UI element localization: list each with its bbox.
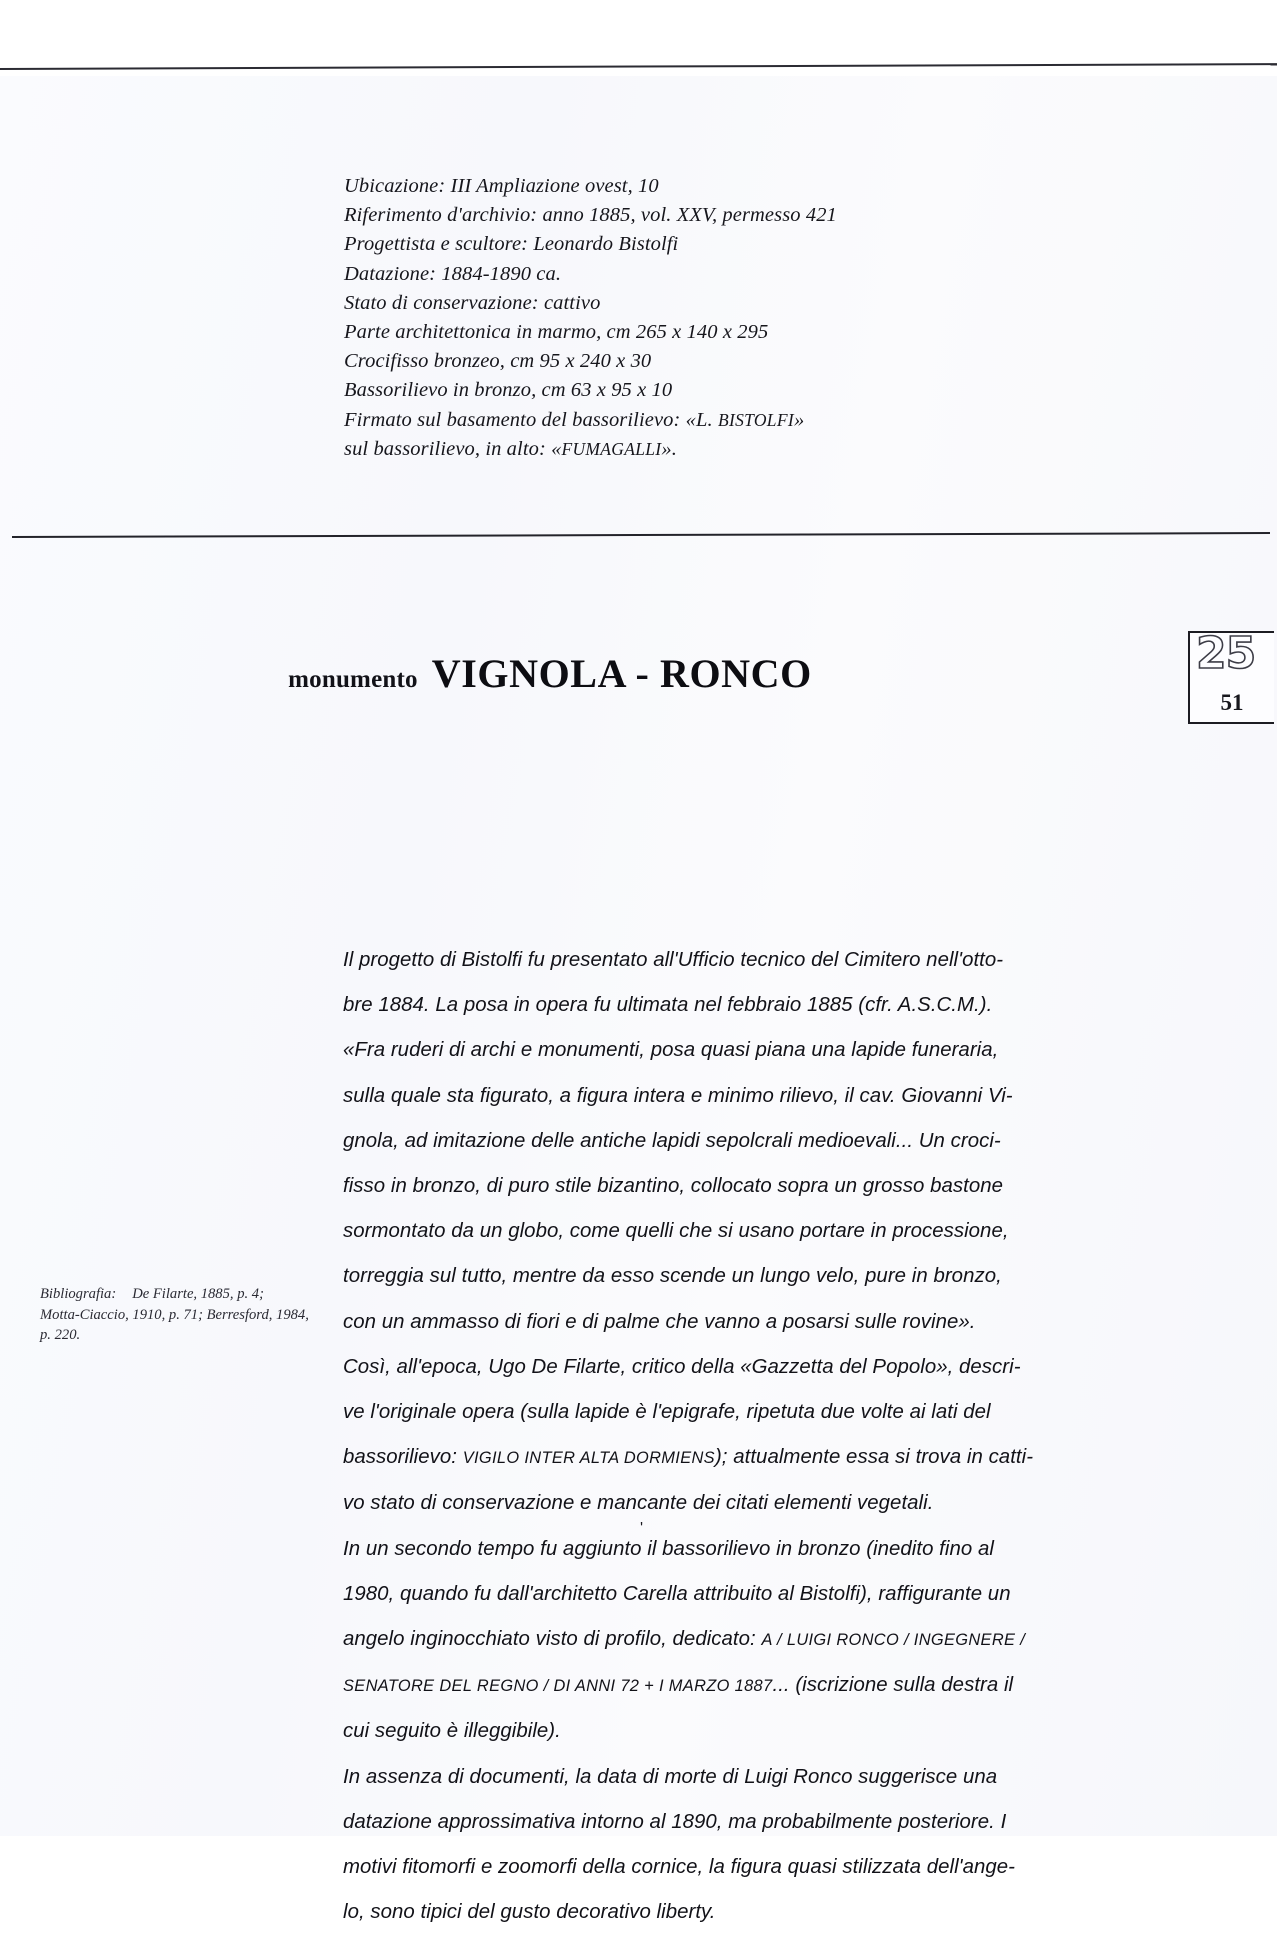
p4-line-4-suffix: ... (iscrizione sulla destra il bbox=[772, 1674, 1014, 1697]
metadata-line-ubicazione: Ubicazione: III Ampliazione ovest, 10 bbox=[344, 175, 659, 197]
p1-line-2: bre 1884. La posa in opera fu ultimata nel febbraio 1885 (cfr. A.S.C.M.). bbox=[343, 994, 993, 1017]
p1-line-1: Il progetto di Bistolfi fu presentato all'Ufficio tecnico del Cimitero nell'otto- bbox=[343, 949, 1004, 971]
p3-line-3-suffix: ); attualmente essa si trova in catti- bbox=[714, 1446, 1034, 1469]
p5-line-2: datazione approssimativa intorno al 1890, ma probabilmente posteriore. I bbox=[343, 1810, 1007, 1833]
metadata-line-firmato-alto bbox=[344, 435, 984, 464]
firmato2-prefix: sul bassorilievo, in alto: « bbox=[344, 437, 562, 460]
paragraph-4 bbox=[343, 1527, 1026, 1755]
p2-line-4: fisso in bronzo, di puro stile bizantino, collocato sopra un grosso bastone bbox=[343, 1175, 1004, 1198]
bibliography-note bbox=[40, 1284, 322, 1346]
bibliography-line-2: Motta-Ciaccio, 1910, p. 71; Berresford, 1984, bbox=[40, 1306, 309, 1323]
p5-line-3: motivi fitomorfi e zoomorfi della cornice, la figura quasi stilizzata dell'ange- bbox=[343, 1856, 1016, 1879]
p5-line-1: In assenza di documenti, la data di morte di Luigi Ronco suggerisce una bbox=[343, 1765, 998, 1788]
page-title bbox=[0, 650, 1100, 697]
metadata-line-parte-architettonica: Parte architettonica in marmo, cm 265 x 140 x 295 bbox=[344, 321, 769, 344]
p2-line-6: torreggia sul tutto, mentre da esso scende un lungo velo, pure in bronzo, bbox=[343, 1265, 1002, 1288]
inscription-ronco-part1: A / LUIGI RONCO / INGEGNERE / bbox=[761, 1631, 1026, 1650]
firmato-prefix: Firmato sul basamento del bassorilievo: «L. bbox=[344, 408, 718, 431]
p2-line-7: con un ammasso di fiori e di palme che vanno a posarsi sulle rovine». bbox=[343, 1310, 976, 1333]
bibliography-line-3: p. 220. bbox=[40, 1327, 81, 1343]
p4-line-1: In un secondo tempo fu aggiunto il bassorilievo in bronzo (inedito fino al bbox=[343, 1537, 994, 1560]
paragraph-5 bbox=[343, 1755, 1016, 1935]
metadata-line-progettista: Progettista e scultore: Leonardo Bistolfi bbox=[344, 233, 679, 256]
p2-line-3: gnola, ad imitazione delle antiche lapidi sepolcrali medioevali... Un croci- bbox=[343, 1129, 1001, 1152]
p5-line-4: lo, sono tipici del gusto decorativo liberty. bbox=[343, 1901, 716, 1924]
p2-line-2: sulla quale sta figurato, a figura intera e minimo rilievo, il cav. Giovanni Vi- bbox=[343, 1084, 1013, 1107]
p3-line-2: ve l'originale opera (sulla lapide è l'epigrafe, ripetuta due volte ai lati del bbox=[343, 1401, 991, 1424]
p4-line-4 bbox=[343, 1663, 1014, 1709]
monument-metadata-block bbox=[344, 172, 984, 464]
p3-line-4: vo stato di conservazione e mancante dei citati elementi vegetali. bbox=[343, 1492, 934, 1515]
p3-line-3-prefix: bassorilievo: bbox=[343, 1446, 463, 1469]
firmato2-signature: FUMAGALLI bbox=[561, 438, 662, 459]
metadata-line-crocifisso: Crocifisso bronzeo, cm 95 x 240 x 30 bbox=[344, 350, 652, 373]
p4-line-3 bbox=[343, 1617, 1026, 1663]
p2-line-5: sormontato da un globo, come quelli che si usano portare in processione, bbox=[343, 1220, 1009, 1243]
page-number: 51 bbox=[1220, 690, 1244, 715]
article-body bbox=[343, 938, 1034, 1935]
inscription-vigilo: VIGILO INTER ALTA DORMIENS bbox=[462, 1449, 715, 1468]
metadata-line-stato: Stato di conservazione: cattivo bbox=[344, 291, 601, 314]
firmato-suffix: » bbox=[793, 408, 805, 431]
metadata-line-riferimento: Riferimento d'archivio: anno 1885, vol. XXV, permesso 421 bbox=[344, 204, 837, 227]
chapter-number: 25 bbox=[1196, 628, 1256, 679]
inscription-ronco-part2: SENATORE DEL REGNO / DI ANNI 72 + I MARZO 1887 bbox=[343, 1677, 773, 1696]
paragraph-1 bbox=[343, 938, 1008, 1028]
p4-line-3-prefix: angelo inginocchiato visto di profilo, dedicato: bbox=[343, 1628, 762, 1651]
p3-line-1: Così, all'epoca, Ugo De Filarte, critico della «Gazzetta del Popolo», descri- bbox=[343, 1355, 1021, 1378]
title-prefix: monumento bbox=[288, 666, 418, 693]
paragraph-2 bbox=[343, 1028, 1013, 1344]
chapter-page-badge bbox=[1188, 628, 1274, 724]
p4-line-2: 1980, quando fu dall'architetto Carella attribuito al Bistolfi), raffigurante un bbox=[343, 1582, 1011, 1605]
title-main: VIGNOLA - RONCO bbox=[431, 651, 812, 696]
metadata-line-firmato bbox=[344, 406, 984, 435]
firmato-signature: BISTOLFI bbox=[717, 409, 794, 430]
metadata-line-datazione: Datazione: 1884-1890 ca. bbox=[344, 262, 562, 285]
metadata-line-bassorilievo: Bassorilievo in bronzo, cm 63 x 95 x 10 bbox=[344, 379, 673, 402]
paragraph-3 bbox=[343, 1345, 1034, 1527]
p3-line-3 bbox=[343, 1435, 1034, 1481]
firmato2-suffix: ». bbox=[661, 437, 677, 460]
stray-ink-mark: ' bbox=[640, 1520, 644, 1537]
bibliography-label: Bibliografia: bbox=[40, 1286, 117, 1302]
p2-line-1: «Fra ruderi di archi e monumenti, posa quasi piana una lapide funeraria, bbox=[343, 1039, 999, 1062]
bibliography-line-1: De Filarte, 1885, p. 4; bbox=[132, 1286, 264, 1302]
p4-line-5: cui seguito è illeggibile). bbox=[343, 1720, 561, 1743]
